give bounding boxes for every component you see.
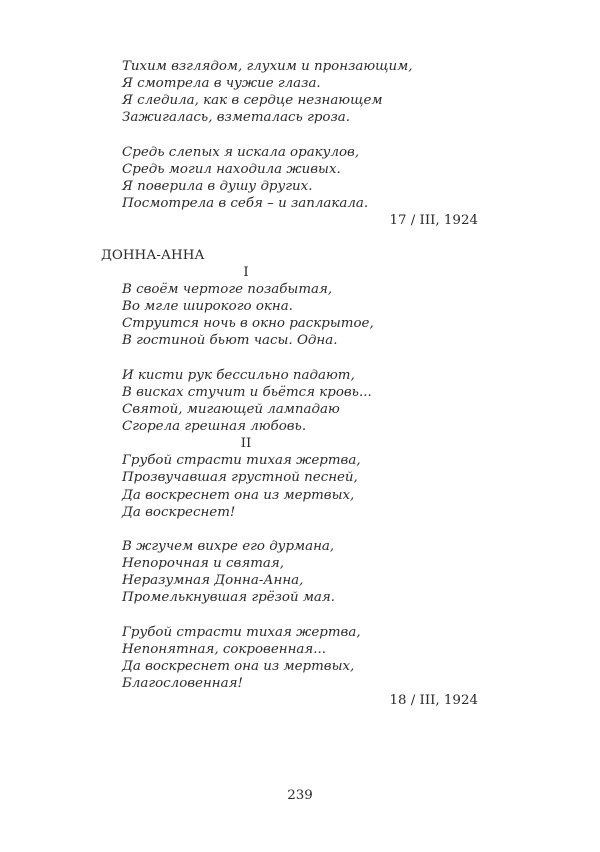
verse-line: Грубой страсти тихая жертва, [122,624,361,640]
verse-line: Струится ночь в окно раскрытое, [122,316,374,332]
verse-line: В висках стучит и бьётся кровь... [122,384,372,400]
verse-line: Сгорела грешная любовь. [122,418,307,434]
verse-line: Я поверила в душу других. [122,178,313,194]
verse-line: Непорочная и святая, [122,556,285,572]
page-number: 239 [287,788,313,803]
stanza-break [0,349,600,366]
stanza-break [0,127,600,144]
poem-date: 17 / III, 1924 [389,213,478,229]
verse-line: Непонятная, сокровенная... [122,641,327,657]
poem-title: ДОННА-АННА [101,247,205,263]
verse-line: Средь могил находила живых. [122,161,341,177]
verse-line: Тихим взглядом, глухим и пронзающим, [122,59,413,74]
verse-line: Во мгле широкого окна. [122,298,293,314]
verse-line: Средь слепых я искала оракулов, [122,144,360,160]
stanza-break [0,229,600,246]
stanza-break [0,521,600,538]
section-number: I [243,264,249,280]
verse-line: Промелькнувшая грёзой мая. [122,590,336,606]
verse-line: Зажигалась, взметалась гроза. [122,110,351,126]
verse-line: Я следила, как в сердце незнающем [122,93,383,109]
verse-line: Благословенная! [122,676,243,692]
verse-line: Да воскреснет она из мертвых, [122,658,355,674]
page-body [0,58,600,709]
verse-line: В гостиной бьют часы. Одна. [122,333,338,349]
verse-line: Посмотрела в себя – и заплакала. [122,196,369,212]
verse-line: Неразумная Донна-Анна, [122,573,304,589]
verse-line: Прозвучавшая грустной песней, [122,470,358,486]
verse-line: Да воскреснет она из мертвых, [122,487,355,503]
verse-line: И кисти рук бессильно падают, [122,367,355,383]
verse-line: Грубой страсти тихая жертва, [122,453,361,469]
verse-line: Я смотрела в чужие глаза. [122,76,321,92]
verse-line: В своём чертоге позабытая, [122,281,333,297]
verse-line: Святой, мигающей лампадаю [122,401,340,417]
poem-date: 18 / III, 1924 [389,693,478,709]
stanza-break [0,607,600,624]
verse-line: В жгучем вихре его дурмана, [122,538,335,554]
verse-line: Да воскреснет! [122,504,236,520]
section-number: II [240,436,252,452]
